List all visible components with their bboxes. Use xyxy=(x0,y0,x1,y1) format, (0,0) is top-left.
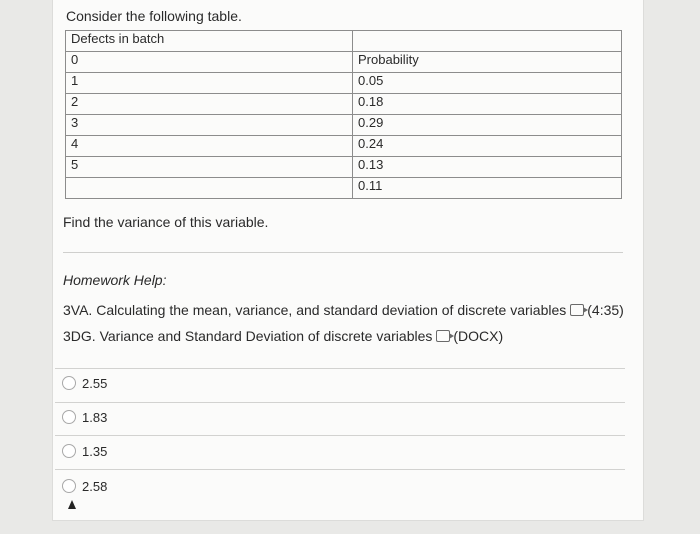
homework-link-suffix[interactable]: (4:35) xyxy=(587,302,624,318)
table-cell-probability: 0.13 xyxy=(353,157,622,178)
table-row xyxy=(66,157,622,178)
option-label[interactable]: 1.35 xyxy=(82,444,108,459)
table-row xyxy=(66,52,622,73)
table-cell-defects: 2 xyxy=(66,94,353,115)
mouse-cursor-icon xyxy=(68,500,76,509)
table-row xyxy=(66,31,622,52)
table-cell-defects: 1 xyxy=(66,73,353,94)
answer-option[interactable] xyxy=(62,410,107,425)
answer-option[interactable] xyxy=(62,444,107,459)
table-cell-defects: Defects in batch xyxy=(66,31,353,52)
table-cell-probability: 0.29 xyxy=(353,115,622,136)
radio-button-icon[interactable] xyxy=(62,479,76,493)
table-cell-probability: 0.11 xyxy=(353,178,622,199)
table-cell-blank xyxy=(353,31,622,52)
divider xyxy=(55,402,625,403)
radio-button-icon[interactable] xyxy=(62,376,76,390)
option-label[interactable]: 2.55 xyxy=(82,376,108,391)
external-link-icon[interactable] xyxy=(436,330,450,342)
answer-divider xyxy=(63,252,623,253)
homework-link-suffix[interactable]: (DOCX) xyxy=(453,328,504,344)
table-row xyxy=(66,178,622,199)
table-cell-defects: 4 xyxy=(66,136,353,157)
divider xyxy=(55,435,625,436)
external-link-icon[interactable] xyxy=(570,304,584,316)
answer-option[interactable] xyxy=(62,376,107,391)
table-cell-defects: 0 xyxy=(66,52,353,73)
table-row xyxy=(66,94,622,115)
homework-link-video[interactable] xyxy=(63,302,624,318)
probability-table xyxy=(65,30,622,199)
table-cell-probability: 0.05 xyxy=(353,73,622,94)
divider xyxy=(55,469,625,470)
homework-link-doc[interactable] xyxy=(63,328,503,344)
answer-option[interactable] xyxy=(62,479,107,494)
table-cell-probability: 0.18 xyxy=(353,94,622,115)
radio-button-icon[interactable] xyxy=(62,410,76,424)
table-cell-probability: 0.24 xyxy=(353,136,622,157)
intro-text: Consider the following table. xyxy=(66,8,242,24)
divider xyxy=(55,368,625,369)
table-row xyxy=(66,136,622,157)
option-label[interactable]: 1.83 xyxy=(82,410,108,425)
table-header-probability: Probability xyxy=(353,52,622,73)
radio-button-icon[interactable] xyxy=(62,444,76,458)
option-label[interactable]: 2.58 xyxy=(82,479,108,494)
table-row xyxy=(66,115,622,136)
question-text: Find the variance of this variable. xyxy=(63,214,269,230)
table-cell-blank xyxy=(66,178,353,199)
homework-help-title: Homework Help: xyxy=(63,272,167,288)
homework-link-label[interactable]: 3VA. Calculating the mean, variance, and standard deviation of discrete variables xyxy=(63,302,567,318)
table-cell-defects: 3 xyxy=(66,115,353,136)
table-row xyxy=(66,73,622,94)
table-cell-defects: 5 xyxy=(66,157,353,178)
homework-link-label[interactable]: 3DG. Variance and Standard Deviation of discrete variables xyxy=(63,328,433,344)
